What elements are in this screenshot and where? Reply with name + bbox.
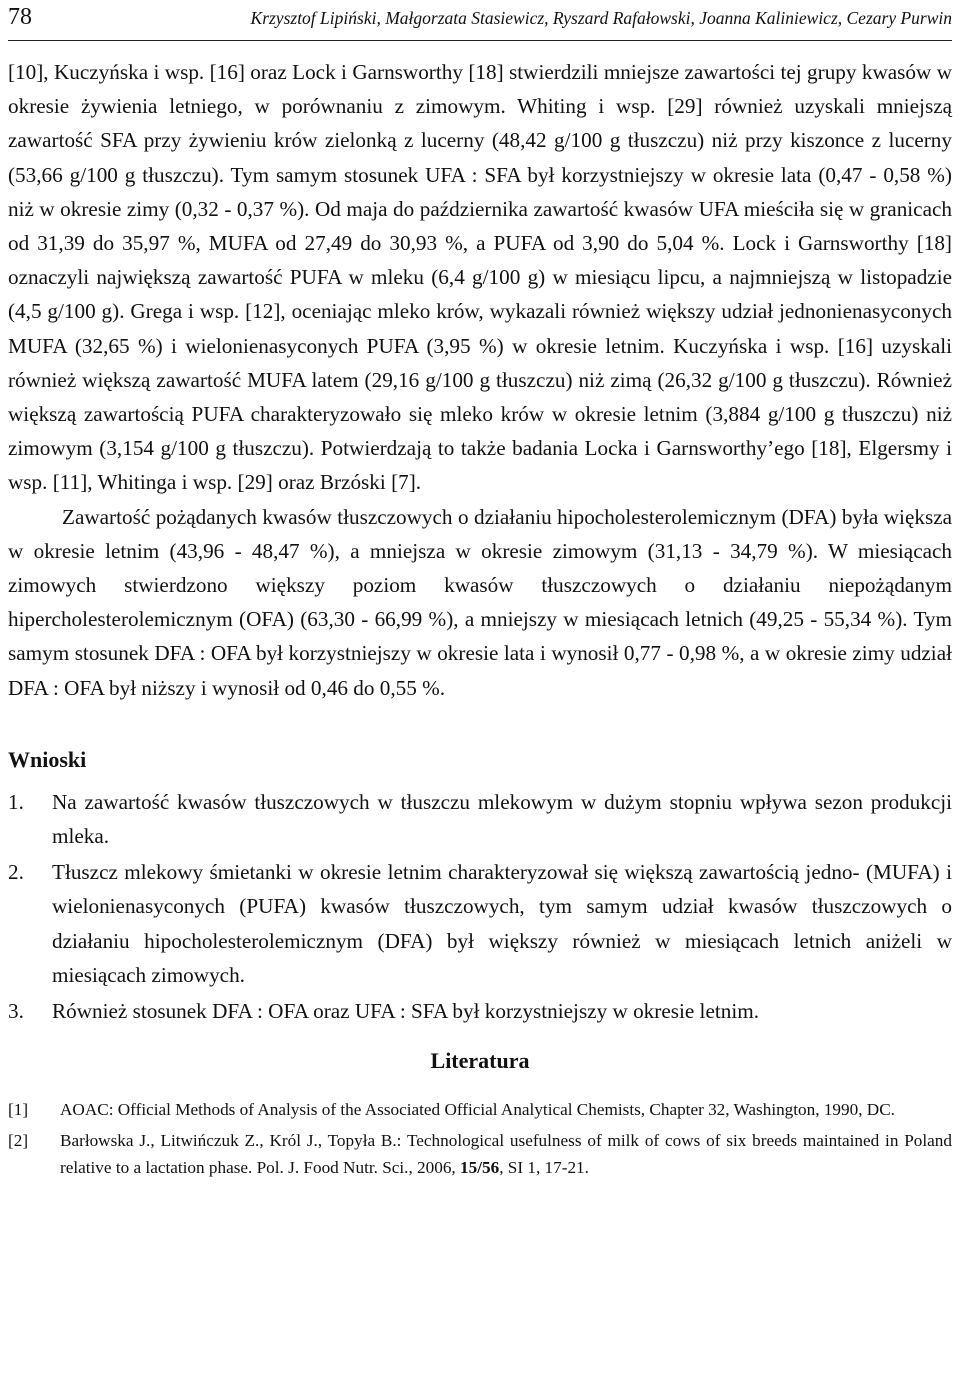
conclusion-number: 3. bbox=[8, 999, 24, 1024]
reference-number: [1] bbox=[8, 1100, 29, 1120]
running-header bbox=[8, 0, 952, 41]
conclusion-item bbox=[8, 855, 952, 992]
reference-text bbox=[60, 1127, 952, 1181]
conclusion-text: Również stosunek DFA : OFA oraz UFA : SFA był korzystniejszy w okresie letnim. bbox=[52, 999, 759, 1024]
header-authors: Krzysztof Lipiński, Małgorzata Stasiewicz, Ryszard Rafałowski, Joanna Kaliniewicz, Cezary Purwin bbox=[250, 8, 952, 28]
reference-pages: , SI 1, 17-21. bbox=[499, 1158, 589, 1178]
reference-list bbox=[8, 1096, 952, 1181]
conclusion-number: 1. bbox=[8, 789, 24, 814]
document-page bbox=[8, 0, 952, 1185]
conclusions-heading: Wnioski bbox=[8, 746, 87, 772]
paragraph-dfa-ofa: Zawartość pożądanych kwasów tłuszczowych o działaniu hipocholesterolemicznym (DFA) była większa w okresie letnim (43,96 - 48,47 %), a mniejsza w okresie zimowym (31,13 - 34,79 %). W miesiącach zimowych stwierdzono większy poziom kwasów tłuszczowych o działaniu niepożądanym hipercholesterolemicznym (OFA) (63,30 - 66,99 %), a mniejszy w miesiącach letnich (49,25 - 55,34 %). Tym samym stosunek DFA : OFA był korzystniejszy w okresie lata i wynosił 0,77 - 0,98 %, a w okresie zimy udział DFA : OFA był niższy i wynosił od 0,46 do 0,55 %. bbox=[8, 504, 952, 700]
conclusion-number: 2. bbox=[8, 860, 24, 885]
reference-volume: 15/56 bbox=[460, 1158, 500, 1178]
conclusion-item bbox=[8, 994, 952, 1028]
paragraph-continued: [10], Kuczyńska i wsp. [16] oraz Lock i Garnsworthy [18] stwierdzili mniejsze zawartości tej grupy kwasów w okresie żywienia letniego, w porównaniu z zimowym. Whiting i wsp. [29] również uzyskali mniejszą zawartość SFA przy żywieniu krów zielonką z lucerny (48,42 g/100 g tłuszczu) niż przy kiszonce z lucerny (53,66 g/100 g tłuszczu). Tym samym stosunek UFA : SFA był korzystniejszy w okresie lata (0,47 - 0,58 %) niż w okresie zimy (0,32 - 0,37 %). Od maja do października zawartość kwasów UFA mieściła się w granicach od 31,39 do 35,97 %, MUFA od 27,49 do 30,93 %, a PUFA od 3,90 do 5,04 %. Lock i Garnsworthy [18] oznaczyli największą zawartość PUFA w mleku (6,4 g/100 g) w miesiącu lipcu, a najmniejszą w listopadzie (4,5 g/100 g). Grega i wsp. [12], oceniając mleko krów, wykazali również większy udział jednonienasyconych MUFA (32,65 %) i wielonienasyconych PUFA (3,95 %) w okresie letnim. Kuczyńska i wsp. [16] uzyskali również większą zawartość MUFA latem (29,16 g/100 g tłuszczu) niż zimą (26,32 g/100 g tłuszczu). Również większą zawartością PUFA charakteryzowało się mleko krów w okresie letnim (3,884 g/100 g tłuszczu) niż zimowym (3,154 g/100 g tłuszczu). Potwierdzają to także badania Locka i Garnsworthy’ego [18], Elgersmy i wsp. [11], Whitinga i wsp. [29] oraz Brzóski [7]. bbox=[8, 60, 952, 495]
conclusion-text: Tłuszcz mlekowy śmietanki w okresie letnim charakteryzował się większą zawartością jedno- (MUFA) i wielonienasyconych (PUFA) kwasów tłuszczowych, tym samym udział kwasów tłuszczowych o działaniu hipocholesterolemicznym (DFA) był większy również w miesiącach letnich aniżeli w miesiącach zimowych. bbox=[52, 860, 952, 987]
reference-item bbox=[8, 1096, 952, 1123]
reference-text-main: Barłowska J., Litwińczuk Z., Król J., Topyła B.: Technological usefulness of milk of cows of six breeds maintained in Poland relative to a lactation phase. Pol. J. Food Nutr. Sci., 2006, bbox=[60, 1131, 952, 1178]
body-text bbox=[8, 55, 952, 705]
reference-text: AOAC: Official Methods of Analysis of the Associated Official Analytical Chemists, Chapter 32, Washington, 1990, DC. bbox=[60, 1100, 895, 1120]
reference-number: [2] bbox=[8, 1131, 29, 1151]
conclusion-text: Na zawartość kwasów tłuszczowych w tłuszczu mlekowym w dużym stopniu wpływa sezon produkcji mleka. bbox=[52, 789, 952, 849]
literature-heading: Literatura bbox=[430, 1048, 530, 1074]
page-number: 78 bbox=[8, 4, 32, 30]
reference-item bbox=[8, 1127, 952, 1181]
conclusions-list bbox=[8, 785, 952, 1028]
conclusion-item bbox=[8, 785, 952, 853]
